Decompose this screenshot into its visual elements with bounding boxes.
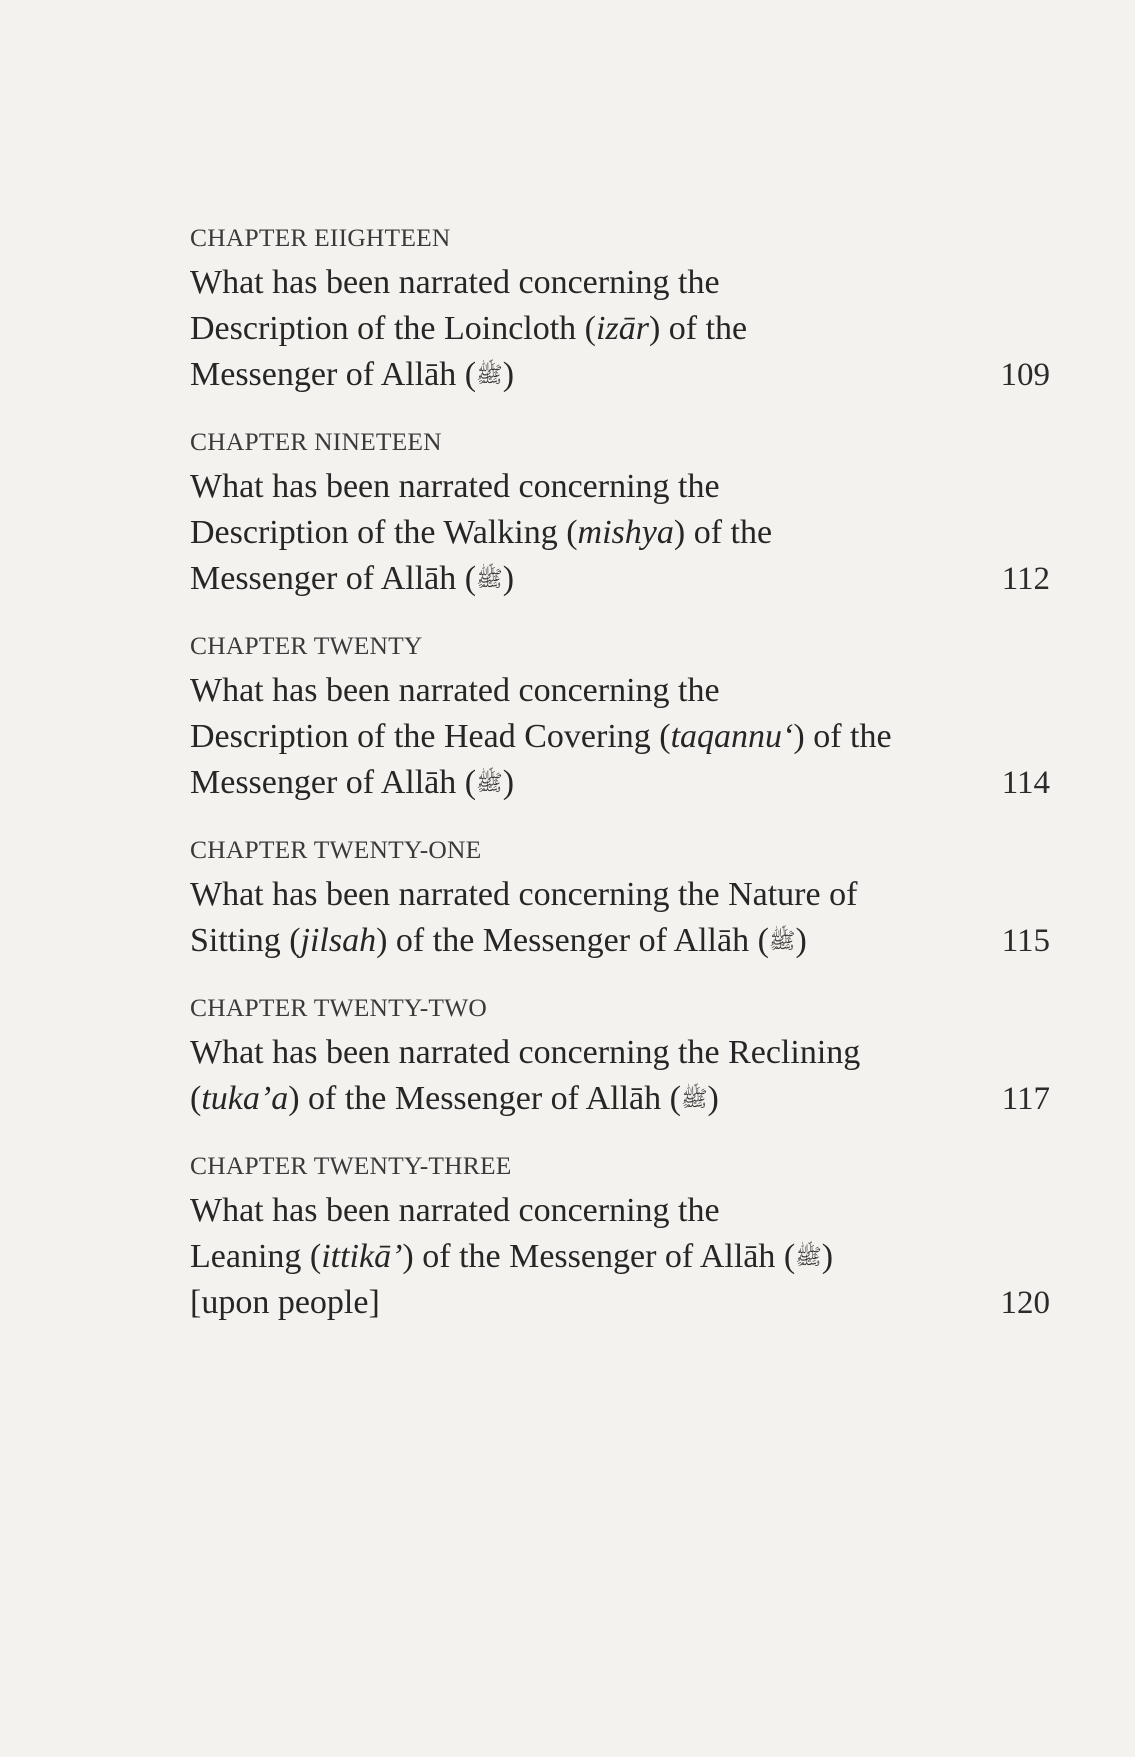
salutation-seal-icon: ﷺ <box>795 1244 822 1269</box>
entry-title-line: What has been narrated concerning the <box>190 264 720 301</box>
entry-title-line: What has been narrated concerning the Reclining <box>190 1034 861 1071</box>
entry-title-line: Leaning (ittikā’) of the Messenger of Allāh (ﷺ) <box>190 1234 1050 1280</box>
toc-entry <box>190 630 1050 834</box>
page-number: 120 <box>1000 1285 1050 1321</box>
page-number: 109 <box>1000 357 1050 393</box>
toc-entry <box>190 834 1050 992</box>
entry-title-line: What has been narrated concerning the <box>190 1192 720 1229</box>
transliteration: ittikā’ <box>321 1238 403 1275</box>
salutation-seal-icon: ﷺ <box>768 928 796 953</box>
chapter-label: CHAPTER EIIGHTEEN <box>190 223 451 252</box>
transliteration: izār <box>596 310 649 347</box>
entry-title-line: Messenger of Allāh (ﷺ) <box>190 556 1050 602</box>
table-of-contents <box>190 222 1050 1354</box>
transliteration: jilsah <box>300 922 377 959</box>
salutation-seal-icon: ﷺ <box>476 362 503 387</box>
chapter-label: CHAPTER TWENTY-ONE <box>190 835 482 864</box>
chapter-label: CHAPTER TWENTY <box>190 631 423 660</box>
transliteration: taqannu‘ <box>670 718 794 755</box>
entry-title-line: What has been narrated concerning the <box>190 672 720 709</box>
page-number: 115 <box>1001 923 1050 959</box>
entry-title-line: What has been narrated concerning the Nature of <box>190 876 858 913</box>
chapter-label: CHAPTER TWENTY-TWO <box>190 993 488 1022</box>
entry-title-line: Sitting (jilsah) of the Messenger of Allāh (ﷺ) <box>190 918 1050 964</box>
toc-entry <box>190 992 1050 1150</box>
page-number: 112 <box>1001 561 1050 597</box>
entry-title-line: What has been narrated concerning the <box>190 468 720 505</box>
entry-title-line: Description of the Walking (mishya) of the <box>190 514 773 551</box>
salutation-seal-icon: ﷺ <box>476 566 503 591</box>
entry-title-line: Messenger of Allāh (ﷺ) <box>190 760 1050 806</box>
salutation-seal-icon: ﷺ <box>476 770 503 795</box>
entry-title-line: [upon people] <box>190 1284 380 1321</box>
transliteration: tuka’a <box>201 1080 289 1117</box>
toc-entry <box>190 222 1050 426</box>
page-number: 114 <box>1001 765 1050 801</box>
entry-title-line: Description of the Head Covering (taqannu‘) of the <box>190 718 892 755</box>
page-number: 117 <box>1001 1081 1050 1117</box>
entry-title-line: Description of the Loincloth (izār) of the <box>190 310 748 347</box>
transliteration: mishya <box>577 514 674 551</box>
salutation-seal-icon: ﷺ <box>680 1086 708 1111</box>
toc-entry <box>190 426 1050 630</box>
chapter-label: CHAPTER TWENTY-THREE <box>190 1151 512 1180</box>
entry-title-line: Messenger of Allāh (ﷺ) <box>190 352 1050 398</box>
chapter-label: CHAPTER NINETEEN <box>190 427 442 456</box>
entry-title-line: (tuka’a) of the Messenger of Allāh (ﷺ) <box>190 1076 1050 1122</box>
toc-entry <box>190 1150 1050 1354</box>
